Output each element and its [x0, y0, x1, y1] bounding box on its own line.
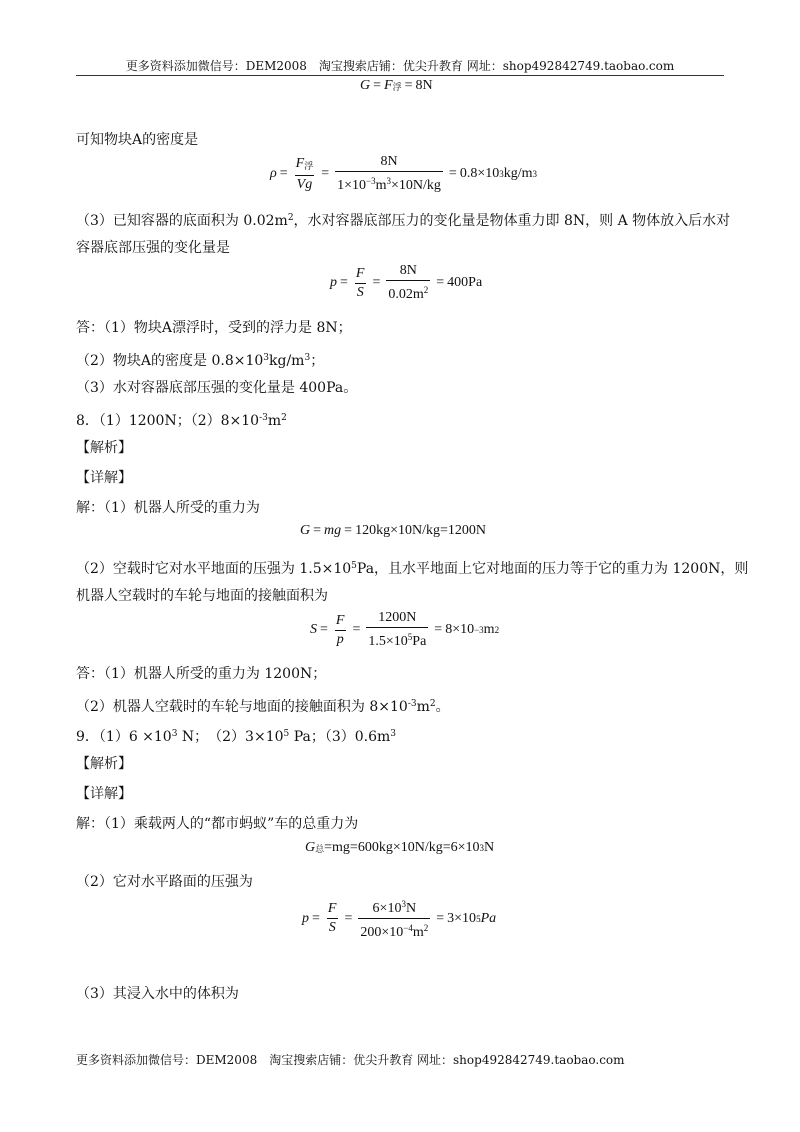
eq-operator: =: [434, 622, 443, 637]
eq-symbol: F: [327, 901, 337, 916]
text-exponent: 3: [171, 729, 178, 739]
page-header: 更多资料添加微信号：DEM2008 淘宝搜索店铺：优尖升教育 网址：shop492842749.taobao.com: [125, 59, 675, 73]
text-run: 。: [435, 699, 450, 715]
eq-value: kg/m: [503, 166, 533, 181]
eq-value: 0.02m: [388, 287, 424, 302]
eq-symbol: p: [330, 275, 337, 290]
eq-operator: =: [321, 166, 330, 181]
eq-value: 120kg×10N/kg=1200N: [355, 523, 486, 538]
eq-operator: =: [320, 622, 328, 637]
eq-symbol: F: [384, 78, 393, 93]
text-exponent: 5: [283, 729, 290, 739]
eq-value: 400Pa: [447, 275, 483, 290]
eq-value: m: [375, 178, 387, 193]
eq-symbol: S: [310, 622, 317, 637]
eq-exponent: 3: [532, 169, 537, 179]
eq-value: N: [484, 840, 495, 855]
text-exponent: -3: [407, 699, 417, 709]
text-exponent: 2: [281, 413, 287, 423]
eq-value: 8N: [415, 78, 433, 93]
eq-subscript: 浮: [392, 81, 402, 92]
eq-exponent: 2: [494, 625, 500, 635]
fraction: [358, 896, 430, 941]
eq-operator: =: [279, 166, 288, 181]
page-footer: 更多资料添加微信号：DEM2008 淘宝搜索店铺：优尖升教育 网址：shop492842749.taobao.com: [76, 1053, 625, 1067]
paragraph: [76, 208, 730, 231]
eq-symbol: p: [302, 910, 309, 926]
paragraph: 解：（1）乘载两人的“都市蚂蚁”车的总重力为: [76, 816, 359, 832]
equation-pressure: [330, 263, 482, 303]
eq-exponent: 3: [386, 176, 391, 186]
eq-exponent: 3: [499, 169, 504, 179]
fraction: [294, 156, 316, 193]
eq-symbol: S: [328, 920, 336, 935]
eq-value: 0.8×10: [459, 166, 500, 181]
eq-operator: =: [344, 523, 353, 538]
section-label-analysis: 【解析】: [76, 440, 132, 456]
eq-operator: =: [404, 78, 413, 93]
eq-value: 1200N: [378, 610, 417, 625]
eq-value: 1×10: [337, 178, 367, 193]
fraction: [326, 901, 339, 936]
text-run: Pa，且水平地面上它对地面的压力等于它的重力为 1200N，则: [356, 561, 749, 577]
eq-value: 8×10: [445, 622, 475, 637]
eq-operator: =: [448, 166, 457, 181]
text-run: （2）空载时它对水平地面的压强为 1.5×10: [76, 561, 352, 577]
text-run: 8．（1）1200N；（2）8×10: [76, 413, 260, 429]
section-label-details: 【详解】: [76, 470, 132, 486]
answer-line: 答：（1）物块A漂浮时，受到的浮力是 8N；: [76, 320, 352, 336]
text-exponent: 3: [304, 353, 311, 363]
eq-symbol: G: [305, 840, 316, 855]
text-run: m: [267, 413, 282, 429]
eq-exponent: −4: [403, 923, 413, 933]
eq-exponent: 2: [423, 285, 429, 295]
text-run: N； （2）3×10: [177, 729, 284, 745]
header-rule: [76, 75, 724, 76]
paragraph: （2）它对水平路面的压强为: [76, 874, 253, 890]
eq-exponent: 3: [479, 843, 485, 853]
equation-weight: [300, 523, 486, 539]
eq-value: ×10N/kg: [391, 178, 441, 193]
equation-road-pressure: [302, 896, 496, 941]
eq-operator: =: [436, 275, 445, 290]
text-exponent: 3: [390, 729, 397, 739]
eq-symbol: p: [336, 631, 344, 647]
text-run: ；: [310, 353, 325, 369]
equation-area: [310, 610, 499, 650]
equation-total-weight: [305, 840, 494, 856]
text-exponent: 3: [263, 353, 270, 363]
paragraph: 可知物块A的密度是: [76, 132, 199, 148]
eq-symbol: Vg: [296, 176, 313, 192]
eq-value: 8N: [380, 154, 398, 169]
eq-symbol: G: [360, 78, 371, 93]
eq-exponent: 5: [476, 913, 481, 924]
fraction: [335, 154, 443, 194]
text-exponent: -3: [259, 413, 268, 423]
eq-value: m: [483, 622, 495, 637]
text-exponent: 2: [287, 213, 294, 223]
eq-operator: =: [312, 910, 320, 926]
text-run: （3）已知容器的底面积为 0.02m: [76, 213, 288, 229]
answer-line: 答：（1）机器人所受的重力为 1200N；: [76, 666, 327, 682]
paragraph: [76, 556, 748, 579]
eq-value: 6×10: [372, 901, 402, 916]
eq-symbol: F: [335, 612, 345, 628]
section-label-analysis: 【解析】: [76, 756, 132, 772]
eq-symbol: ρ: [270, 166, 277, 181]
eq-operator: =: [340, 275, 348, 290]
paragraph: 机器人空载时的车轮与地面的接触面积为: [76, 588, 328, 604]
eq-operator: =: [373, 78, 382, 93]
eq-value: m: [412, 925, 424, 940]
eq-value: Pa: [480, 910, 497, 926]
fraction: [354, 266, 367, 301]
question-9-answer: [76, 724, 396, 747]
eq-symbol: G: [300, 523, 311, 538]
eq-value: 3×10: [447, 910, 477, 926]
eq-exponent: −3: [474, 625, 484, 635]
eq-operator: =: [436, 910, 445, 926]
paragraph: 容器底部压强的变化量是: [76, 240, 230, 256]
paragraph: （3）其浸入水中的体积为: [76, 986, 239, 1002]
eq-subscript: 浮: [304, 160, 314, 171]
text-run: （2）物块A的密度是 0.8×10: [76, 353, 264, 369]
text-run: m: [416, 699, 430, 715]
eq-value: =mg=600kg×10N/kg=6×10: [324, 840, 480, 855]
eq-symbol: mg: [324, 523, 342, 538]
eq-symbol: F: [355, 265, 365, 281]
text-exponent: 5: [351, 561, 357, 571]
eq-operator: =: [313, 523, 322, 538]
text-run: 9．（1）6 ×10: [76, 729, 172, 745]
question-8-answer: [76, 408, 287, 431]
eq-subscript: 总: [315, 843, 325, 854]
equation-buoyancy: [360, 78, 433, 94]
eq-value: 1.5×10: [368, 634, 408, 649]
eq-operator: =: [344, 910, 353, 926]
text-run: （2）机器人空载时的车轮与地面的接触面积为 8×10: [76, 699, 408, 715]
eq-exponent: −3: [366, 176, 376, 186]
eq-exponent: 5: [407, 632, 413, 642]
equation-density: [270, 154, 537, 194]
fraction: [334, 613, 347, 648]
answer-line: [76, 694, 450, 717]
fraction: [386, 263, 430, 303]
text-run: ，水对容器底部压力的变化量是物体重力即 8N，则 A 物体放入后水对: [293, 213, 731, 229]
eq-symbol: S: [356, 284, 364, 300]
eq-operator: =: [352, 622, 361, 637]
answer-line: [76, 348, 324, 371]
section-label-details: 【详解】: [76, 786, 132, 802]
fraction: [366, 610, 428, 650]
eq-value: 8N: [399, 263, 417, 278]
eq-exponent: 3: [401, 899, 406, 909]
paragraph: 解：（1）机器人所受的重力为: [76, 500, 260, 516]
eq-value: N: [405, 901, 417, 916]
eq-operator: =: [372, 275, 381, 290]
eq-value: 200×10: [360, 925, 404, 940]
text-run: Pa；（3）0.6m: [289, 729, 391, 745]
eq-symbol: F: [295, 155, 305, 171]
eq-exponent: 2: [423, 923, 429, 933]
text-exponent: 2: [429, 699, 436, 709]
text-run: kg/m: [269, 353, 305, 369]
eq-value: Pa: [412, 634, 427, 649]
answer-line: （3）水对容器底部压强的变化量是 400Pa。: [76, 380, 358, 396]
